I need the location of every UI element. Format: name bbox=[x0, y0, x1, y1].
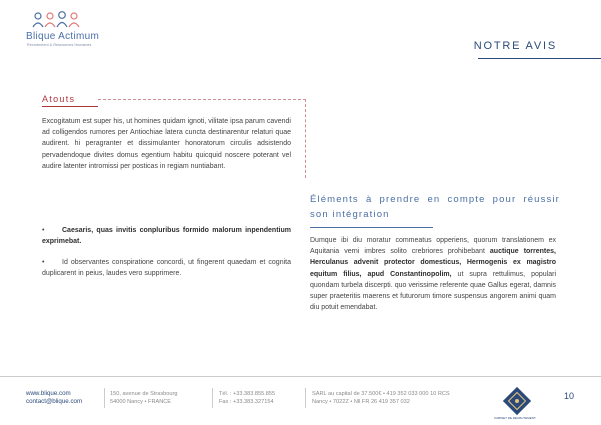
elements-text-bold: auctique torrentes, Herculanus advenit protector domesticus, Hermogenis ex magistro equitum filius, apud Constantinopolim, bbox=[310, 248, 556, 278]
footer-legal bbox=[312, 390, 450, 406]
footer-address bbox=[110, 390, 178, 406]
atouts-heading-underline bbox=[42, 106, 98, 107]
elements-text-part: ut supra rettulimus, populari quondam turbela discerpti. quo verissime referente quae Gallus egerat, damnis super praeteritis maerens et futurorum timore suspensus angorem animi quam diu potuit emendabat. bbox=[310, 270, 556, 312]
page-number: 10 bbox=[564, 391, 575, 401]
bullet-icon: • bbox=[42, 227, 45, 234]
website-link[interactable]: www.blique.com bbox=[26, 390, 71, 397]
elements-heading-underline bbox=[310, 227, 433, 228]
footer-phone bbox=[219, 390, 275, 406]
page-title: NOTRE AVIS bbox=[473, 40, 557, 52]
legal-line: Nancy • 7022Z • Nll FR 26 419 357 032 bbox=[312, 399, 410, 405]
legal-line: SARL au capital de 37.500€ • 419 352 033 000 10 RCS bbox=[312, 391, 450, 397]
atouts-paragraph: Excogitatum est super his, ut homines quidam ignoti, vilitate ipsa parum cavendi ad colligendos rumores per Antiochiae latera cuncta destinarentur relaturi quae audirent. hi peragranter et dissimulanter honoratorum circulis adsistendo pervadendoque divites domus egentium habitu quicquid noscere poterant vel audire latenter intromissi per posticas in regiam nuntiabant. bbox=[42, 118, 291, 170]
atouts-heading: Atouts bbox=[42, 94, 76, 104]
address-line: 54000 Nancy • FRANCE bbox=[110, 399, 172, 405]
badge-label: CABINET DE RECRUTEMENT bbox=[494, 416, 536, 420]
address-line: 150, avenue de Strasbourg bbox=[110, 391, 178, 397]
decorative-dashed-line-vertical bbox=[305, 99, 306, 178]
phone-number: Tél. : +33.383.855.855 bbox=[219, 391, 276, 397]
elements-text-part: Dumque ibi diu moratur commeatus opperiens, quorum translationem ex Aquitania verni imbres solito crebriores prohibebant bbox=[310, 237, 556, 256]
email-link[interactable]: contact@blique.com bbox=[26, 398, 83, 405]
header-underline bbox=[478, 58, 601, 59]
elements-paragraph bbox=[310, 235, 556, 313]
footer-separator bbox=[212, 388, 213, 408]
elements-heading: Éléments à prendre en compte pour réussir son intégration bbox=[310, 194, 560, 220]
footer-separator bbox=[104, 388, 105, 408]
footer-divider bbox=[0, 376, 601, 377]
list-item bbox=[42, 225, 291, 249]
people-logo-icon bbox=[30, 10, 94, 32]
logo-name: Blique Actimum bbox=[26, 31, 100, 42]
list-item-text: Caesaris, quas invitis conpluribus formido malorum inpendentium exprimebat. bbox=[42, 227, 291, 246]
list-item-text: Id observantes conspiratione concordi, ut fingerent quaedam et cognita duplicarent in peius, laudes vero supprimere. bbox=[42, 259, 291, 278]
bullet-icon: • bbox=[42, 259, 45, 266]
logo-tagline: Recrutement & Ressources Humaines bbox=[27, 43, 92, 47]
footer-separator bbox=[305, 388, 306, 408]
fax-number: Fax : +33.383.327154 bbox=[219, 399, 274, 405]
company-logo bbox=[26, 10, 126, 50]
recruitment-badge-icon bbox=[502, 386, 532, 416]
list-item bbox=[42, 257, 291, 293]
footer-contact-links bbox=[26, 390, 82, 406]
decorative-dashed-line bbox=[98, 99, 306, 100]
